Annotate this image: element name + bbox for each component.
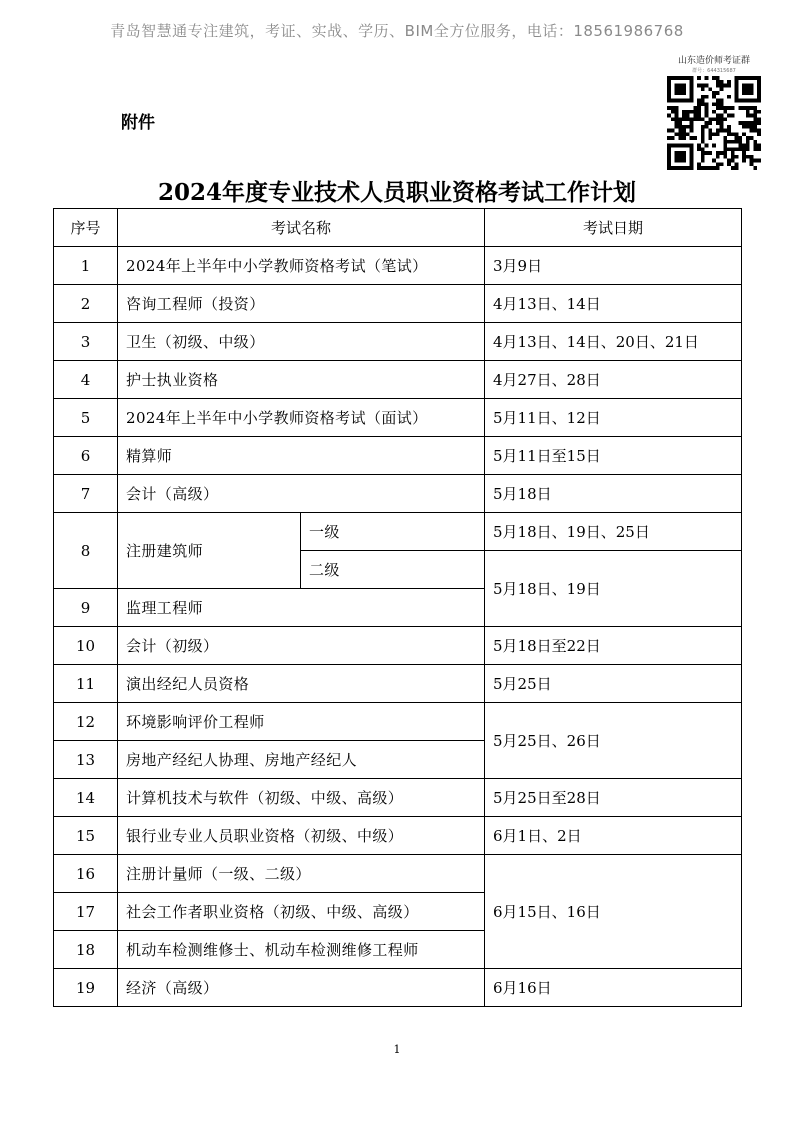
exam-date: 5月25日、26日 bbox=[485, 703, 742, 779]
exam-name: 监理工程师 bbox=[118, 589, 485, 627]
exam-date: 5月18日、19日 bbox=[485, 551, 742, 627]
row-number: 5 bbox=[54, 399, 118, 437]
exam-name: 咨询工程师（投资） bbox=[118, 285, 485, 323]
exam-name: 注册计量师（一级、二级） bbox=[118, 855, 485, 893]
exam-name: 演出经纪人员资格 bbox=[118, 665, 485, 703]
exam-date: 5月25日 bbox=[485, 665, 742, 703]
row-number: 6 bbox=[54, 437, 118, 475]
exam-date: 5月25日至28日 bbox=[485, 779, 742, 817]
exam-date: 5月18日 bbox=[485, 475, 742, 513]
exam-name: 精算师 bbox=[118, 437, 485, 475]
exam-date: 5月11日至15日 bbox=[485, 437, 742, 475]
exam-sublevel: 一级 bbox=[301, 513, 485, 551]
exam-sublevel: 二级 bbox=[301, 551, 485, 589]
table-row bbox=[54, 665, 742, 703]
exam-date: 4月27日、28日 bbox=[485, 361, 742, 399]
exam-name: 社会工作者职业资格（初级、中级、高级） bbox=[118, 893, 485, 931]
table-row bbox=[54, 969, 742, 1007]
row-number: 14 bbox=[54, 779, 118, 817]
exam-name: 经济（高级） bbox=[118, 969, 485, 1007]
header-number: 序号 bbox=[54, 209, 118, 247]
document-title: 2024年度专业技术人员职业资格考试工作计划 bbox=[157, 179, 636, 206]
qr-subtitle: 群号：644315687 bbox=[692, 68, 736, 74]
row-number: 13 bbox=[54, 741, 118, 779]
table-row bbox=[54, 817, 742, 855]
table-row bbox=[54, 475, 742, 513]
exam-name: 会计（高级） bbox=[118, 475, 485, 513]
table-row bbox=[54, 323, 742, 361]
exam-date: 6月15日、16日 bbox=[485, 855, 742, 969]
table-header-row bbox=[54, 209, 742, 247]
page-number: 1 bbox=[393, 1043, 401, 1056]
row-number: 9 bbox=[54, 589, 118, 627]
exam-date: 4月13日、14日、20日、21日 bbox=[485, 323, 742, 361]
exam-name: 2024年上半年中小学教师资格考试（面试） bbox=[118, 399, 485, 437]
table-row bbox=[54, 779, 742, 817]
row-number: 10 bbox=[54, 627, 118, 665]
exam-date: 5月18日至22日 bbox=[485, 627, 742, 665]
exam-date: 6月16日 bbox=[485, 969, 742, 1007]
exam-name: 护士执业资格 bbox=[118, 361, 485, 399]
exam-name: 卫生（初级、中级） bbox=[118, 323, 485, 361]
header-exam-date: 考试日期 bbox=[485, 209, 742, 247]
qr-code-icon bbox=[667, 76, 761, 170]
row-number: 2 bbox=[54, 285, 118, 323]
table-row bbox=[54, 361, 742, 399]
table-row bbox=[54, 399, 742, 437]
row-number: 3 bbox=[54, 323, 118, 361]
row-number: 11 bbox=[54, 665, 118, 703]
exam-date: 6月1日、2日 bbox=[485, 817, 742, 855]
table-row bbox=[54, 513, 742, 551]
row-number: 1 bbox=[54, 247, 118, 285]
attachment-label: 附件 bbox=[121, 113, 155, 133]
row-number: 18 bbox=[54, 931, 118, 969]
header-exam-name: 考试名称 bbox=[118, 209, 485, 247]
row-number: 16 bbox=[54, 855, 118, 893]
exam-name: 2024年上半年中小学教师资格考试（笔试） bbox=[118, 247, 485, 285]
row-number: 7 bbox=[54, 475, 118, 513]
table-row bbox=[54, 627, 742, 665]
header-banner: 青岛智慧通专注建筑，考证、实战、学历、BIM全方位服务，电话：18561986768 bbox=[110, 22, 684, 40]
table-row bbox=[54, 285, 742, 323]
exam-name: 环境影响评价工程师 bbox=[118, 703, 485, 741]
table-row bbox=[54, 247, 742, 285]
exam-schedule-table bbox=[53, 208, 742, 1007]
table-row bbox=[54, 437, 742, 475]
table-row bbox=[54, 703, 742, 741]
exam-name: 计算机技术与软件（初级、中级、高级） bbox=[118, 779, 485, 817]
exam-name: 银行业专业人员职业资格（初级、中级） bbox=[118, 817, 485, 855]
exam-date: 4月13日、14日 bbox=[485, 285, 742, 323]
exam-name: 注册建筑师 bbox=[118, 513, 301, 589]
row-number: 12 bbox=[54, 703, 118, 741]
qr-group bbox=[665, 48, 763, 172]
row-number: 19 bbox=[54, 969, 118, 1007]
row-number: 17 bbox=[54, 893, 118, 931]
exam-name: 会计（初级） bbox=[118, 627, 485, 665]
exam-name: 机动车检测维修士、机动车检测维修工程师 bbox=[118, 931, 485, 969]
exam-name: 房地产经纪人协理、房地产经纪人 bbox=[118, 741, 485, 779]
table-row bbox=[54, 855, 742, 893]
exam-date: 5月18日、19日、25日 bbox=[485, 513, 742, 551]
row-number: 15 bbox=[54, 817, 118, 855]
row-number: 8 bbox=[54, 513, 118, 589]
row-number: 4 bbox=[54, 361, 118, 399]
qr-title: 山东造价师考证群 bbox=[677, 56, 750, 66]
exam-date: 5月11日、12日 bbox=[485, 399, 742, 437]
exam-date: 3月9日 bbox=[485, 247, 742, 285]
